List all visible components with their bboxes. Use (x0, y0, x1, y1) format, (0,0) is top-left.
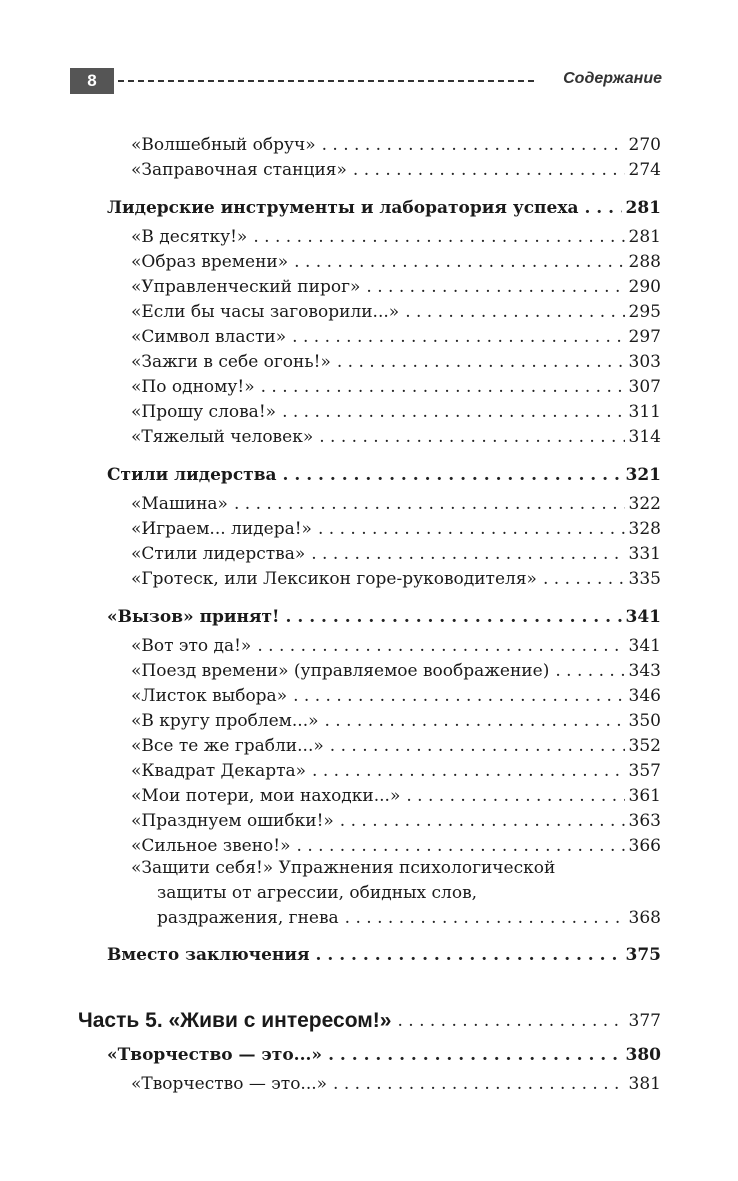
toc-entry (131, 372, 661, 397)
leader-dots (555, 661, 624, 681)
leader-dots (294, 252, 624, 272)
toc-entry (131, 756, 661, 781)
toc-entry-page: 361 (628, 786, 661, 806)
toc-section-title: Стили лидерства (107, 465, 283, 485)
leader-dots (406, 786, 624, 806)
leader-dots (312, 761, 625, 781)
toc-entry-page: 295 (628, 302, 661, 322)
toc-entry-title: «Символ власти» (131, 327, 292, 347)
toc-entry-title: «Тяжелый человек» (131, 427, 319, 447)
toc-section-title: Лидерские инструменты и лаборатория успеха (107, 198, 584, 218)
toc-entry-page: 350 (628, 711, 661, 731)
toc-entry (131, 831, 661, 856)
toc-section-page: 375 (625, 945, 661, 965)
toc-entry-page: 335 (628, 569, 661, 589)
toc-entry-page: 357 (628, 761, 661, 781)
toc-section (107, 1040, 661, 1065)
toc-entry (131, 272, 661, 297)
toc-entry-title: «По одному!» (131, 377, 261, 397)
toc-entry-page: 297 (628, 327, 661, 347)
toc-entry-title: «Стили лидерства» (131, 544, 311, 564)
toc-entry-page: 381 (628, 1074, 661, 1094)
toc-entry-page: 363 (628, 811, 661, 831)
toc-entry-page: 288 (628, 252, 661, 272)
toc-entry (131, 1069, 661, 1094)
leader-dots (297, 836, 625, 856)
toc-entry (131, 564, 661, 589)
toc-entry (131, 247, 661, 272)
leader-dots (253, 227, 624, 247)
toc-entry (157, 903, 661, 928)
toc-section (107, 940, 661, 965)
toc-entry (131, 681, 661, 706)
toc-entry-title: «Сильное звено!» (131, 836, 297, 856)
toc-entry (131, 656, 661, 681)
toc-entry (131, 130, 661, 155)
toc-entry-title: «Творчество — это...» (131, 1074, 333, 1094)
toc-entry (131, 631, 661, 656)
toc-entry-title: «Если бы часы заговорили...» (131, 302, 405, 322)
leader-dots (283, 465, 622, 485)
leader-dots (366, 277, 624, 297)
toc-entry (131, 514, 661, 539)
toc-entry-page: 366 (628, 836, 661, 856)
toc-entry-page: 311 (628, 402, 661, 422)
toc-entry (131, 397, 661, 422)
leader-dots (333, 1074, 625, 1094)
page-header (70, 68, 662, 94)
toc-entry-title: «В кругу проблем...» (131, 711, 325, 731)
toc-entry-page: 346 (628, 686, 661, 706)
leader-dots (292, 327, 624, 347)
toc-entry (131, 706, 661, 731)
toc-entry-page: 303 (628, 352, 661, 372)
toc-section-title: Вместо заключения (107, 945, 316, 965)
toc-entry-title-line: защиты от агрессии, обидных слов, (157, 883, 478, 903)
toc-entry-title: «Листок выбора» (131, 686, 293, 706)
toc-entry (131, 222, 661, 247)
toc-entry-title: «Заправочная станция» (131, 160, 353, 180)
leader-dots (584, 198, 621, 218)
toc-entry (131, 806, 661, 831)
leader-dots (397, 1011, 624, 1031)
toc-entry-title: «Играем... лидера!» (131, 519, 318, 539)
toc-entry-title: «Мои потери, мои находки...» (131, 786, 406, 806)
toc-entry-title: «Все те же грабли...» (131, 736, 330, 756)
toc-entry-title: «Образ времени» (131, 252, 294, 272)
toc-entry-title: «Зажги в себе огонь!» (131, 352, 337, 372)
toc-entry-page: 368 (628, 908, 661, 928)
leader-dots (316, 945, 622, 965)
toc-entry-page: 314 (628, 427, 661, 447)
section-title: Содержание (563, 70, 662, 87)
toc-entry (131, 489, 661, 514)
leader-dots (261, 377, 625, 397)
toc-section-page: 281 (625, 198, 661, 218)
toc-entry-title: «Гротеск, или Лексикон горе-руководителя» (131, 569, 543, 589)
leader-dots (319, 427, 624, 447)
toc-entry (131, 731, 661, 756)
toc-entry-page: 322 (628, 494, 661, 514)
toc-entry-page: 328 (628, 519, 661, 539)
leader-dots (318, 519, 625, 539)
toc-entry-title: «Квадрат Декарта» (131, 761, 312, 781)
toc-entry-page: 290 (628, 277, 661, 297)
toc-entry (131, 347, 661, 372)
toc-entry-page: 281 (628, 227, 661, 247)
leader-dots (311, 544, 624, 564)
leader-dots (293, 686, 624, 706)
toc-entry-title: «Вот это да!» (131, 636, 257, 656)
toc-entry-title: «В десятку!» (131, 227, 253, 247)
toc-entry-page: 341 (628, 636, 661, 656)
leader-dots (340, 811, 625, 831)
leader-dots (257, 636, 624, 656)
toc-part-page: 377 (628, 1011, 661, 1031)
leader-dots (337, 352, 625, 372)
leader-dots (328, 1045, 621, 1065)
toc-entry (131, 322, 661, 347)
leader-dots (405, 302, 624, 322)
toc-entry-page: 270 (628, 135, 661, 155)
toc-entry (131, 155, 661, 180)
leader-dots (330, 736, 625, 756)
toc-entry (131, 781, 661, 806)
leader-dots (286, 607, 622, 627)
toc-section-page: 380 (625, 1045, 661, 1065)
toc-part (78, 1001, 661, 1031)
toc-entry (131, 539, 661, 564)
toc-entry-title-line: «Защити себя!» Упражнения психологической (131, 858, 556, 878)
toc-entry-page: 331 (628, 544, 661, 564)
leader-dots (345, 908, 625, 928)
leader-dots (325, 711, 625, 731)
leader-dots (234, 494, 625, 514)
toc-section-title: «Вызов» принят! (107, 607, 286, 627)
leader-dots (353, 160, 625, 180)
toc-entry-title: «Волшебный обруч» (131, 135, 322, 155)
toc-entry (131, 422, 661, 447)
toc-entry-page: 343 (628, 661, 661, 681)
toc-entry (131, 297, 661, 322)
toc-section-page: 321 (625, 465, 661, 485)
toc-entry-title: «Прошу слова!» (131, 402, 282, 422)
page-number: 8 (70, 68, 114, 94)
toc-part-title: Часть 5. «Живи с интересом!» (78, 1011, 397, 1031)
toc-section (107, 602, 661, 627)
toc-entry-title: «Управленческий пирог» (131, 277, 366, 297)
toc-entry-title: «Машина» (131, 494, 234, 514)
toc-section (107, 193, 661, 218)
toc-section-page: 341 (625, 607, 661, 627)
leader-dots (322, 135, 625, 155)
toc-section (107, 460, 661, 485)
toc-entry-page: 274 (628, 160, 661, 180)
leader-dots (282, 402, 624, 422)
toc-entry-title: раздражения, гнева (157, 908, 345, 928)
toc-section-title: «Творчество — это...» (107, 1045, 328, 1065)
leader-dots (543, 569, 625, 589)
toc-entry-title: «Празднуем ошибки!» (131, 811, 340, 831)
header-divider (118, 80, 534, 82)
toc-entry-title: «Поезд времени» (управляемое воображение) (131, 661, 555, 681)
toc-entry-page: 307 (628, 377, 661, 397)
toc-entry-page: 352 (628, 736, 661, 756)
